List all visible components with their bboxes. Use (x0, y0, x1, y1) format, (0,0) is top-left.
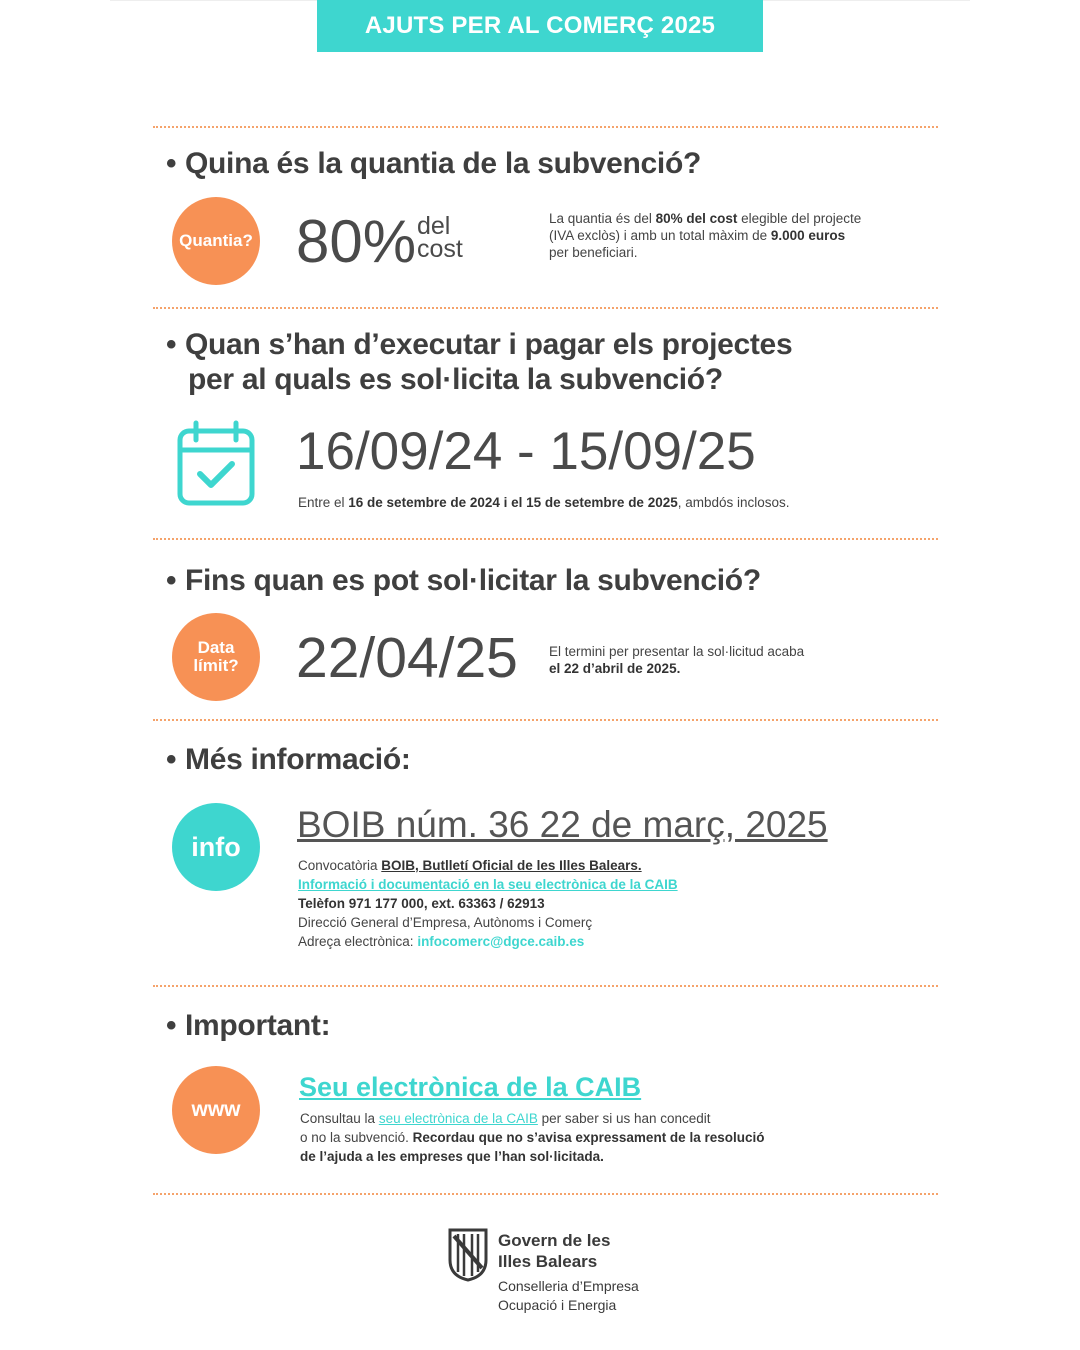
section-heading-informacio: • Més informació: (166, 743, 411, 776)
page-banner (317, 0, 763, 52)
section-heading-quantia: • Quina és la quantia de la subvenció? (166, 147, 702, 180)
footer-government-name: Govern de les Illes Balears (498, 1231, 611, 1271)
email-link[interactable]: infocomerc@dgce.caib.es (417, 934, 585, 949)
divider (153, 985, 938, 987)
www-badge: www (172, 1066, 260, 1154)
percentage-value: 80% (296, 208, 417, 275)
date-range-value: 16/09/24 - 15/09/25 (296, 422, 756, 481)
section-heading-important: • Important: (166, 1009, 331, 1042)
deadline-value: 22/04/25 (296, 626, 518, 690)
seu-electronica-link[interactable]: Seu electrònica de la CAIB (299, 1072, 642, 1102)
footer-department: Conselleria d’Empresa Ocupació i Energia (498, 1278, 639, 1313)
government-shield-icon (448, 1228, 488, 1282)
percentage-suffix: del cost (417, 212, 463, 263)
quantia-description: La quantia és del 80% del cost elegible del projecte (IVA exclòs) i amb un total màxim de 9.000 euros per beneficiari. (549, 211, 862, 260)
boib-link[interactable]: BOIB núm. 36 22 de març, 2025 (297, 804, 828, 845)
info-badge: info (172, 803, 260, 891)
caib-documentation-link[interactable]: Informació i documentació en la seu electrònica de la CAIB (298, 877, 678, 892)
divider (153, 307, 938, 309)
date-range-description: Entre el 16 de setembre de 2024 i el 15 de setembre de 2025, ambdós inclosos. (298, 495, 790, 510)
section-heading-termini: • Fins quan es pot sol·licitar la subvenció? (166, 564, 761, 597)
info-details: Convocatòria BOIB, Butlletí Oficial de les Illes Balears. Informació i documentació en la seu electrònica de la CAIB Telèfon 971 177 000, ext. 63363 / 62913 Direcció General d’Empresa, Autònoms i Comerç Adreça electrònica: infocomerc@dgce.caib.es (298, 858, 678, 949)
deadline-description: El termini per presentar la sol·licitud acaba el 22 d’abril de 2025. (549, 644, 805, 676)
divider (153, 719, 938, 721)
important-details: Consultau la seu electrònica de la CAIB per saber si us han concedit o no la subvenció. Recordau que no s’avisa expressament de la resolució de l’ajuda a les empreses que l’han sol·licitada. (300, 1111, 765, 1164)
seu-electronica-inline-link[interactable]: seu electrònica de la CAIB (378, 1111, 538, 1126)
divider (153, 1193, 938, 1195)
deadline-badge: Data límit? (172, 613, 260, 701)
calendar-check-icon (176, 420, 256, 508)
divider (153, 126, 938, 128)
divider (153, 538, 938, 540)
banner-title: AJUTS PER AL COMERÇ 2025 (364, 12, 716, 39)
boib-bulletin-link[interactable]: BOIB, Butlletí Oficial de les Illes Balears. (381, 858, 642, 873)
quantia-badge: Quantia? (172, 197, 260, 285)
section-heading-execucio: • Quan s’han d’executar i pagar els projectes per al quals es sol·licita la subvenció? (166, 328, 793, 396)
